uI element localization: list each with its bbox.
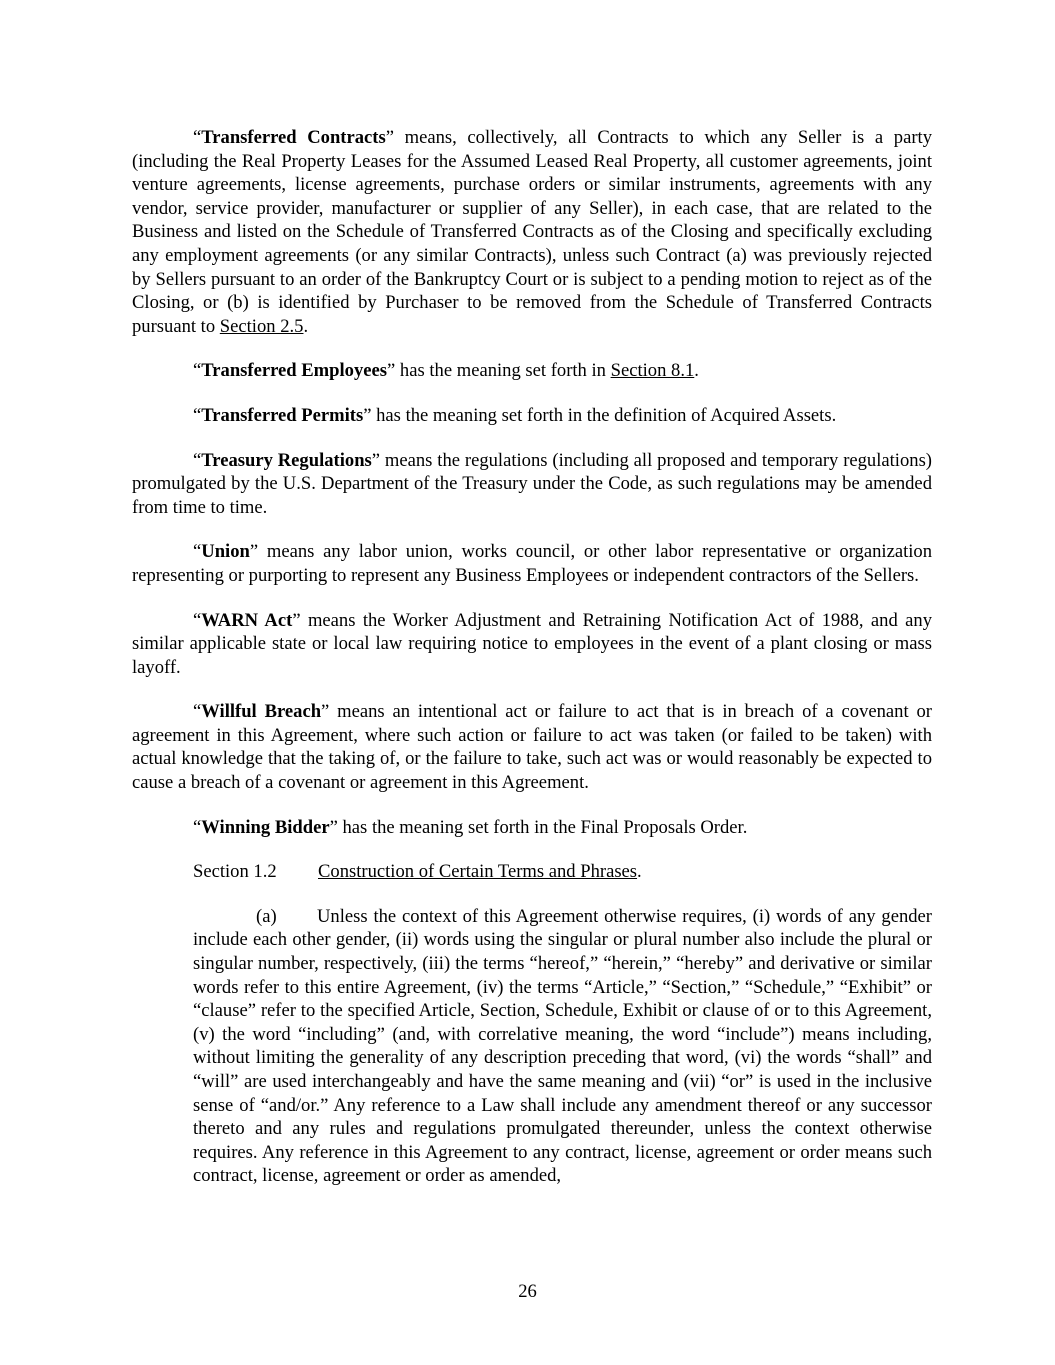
defined-term: Transferred Contracts [201, 127, 386, 148]
defined-term: Union [201, 541, 250, 563]
subsection-a [193, 905, 932, 1188]
defined-term: Treasury Regulations [201, 449, 372, 471]
definition-text: means, collectively, all Contracts to which any Seller is a party (including the Real Property Leases for the Assumed Leased Real Property, all customer agreements, joint venture agreements, license agreements, purchase orders or similar instruments, agreements with any vendor, service provider, manufacturer or supplier of any Seller), in each case, that are related to the Business and listed on the Schedule of Transferred Contracts as of the Closing and specifically excluding any employment agreements (or any similar Contracts), unless such Contract (a) was previously rejected by Sellers pursuant to an order of the Bankruptcy Court or is subject to a pending motion to reject as of the Closing, or (b) is identified by Purchaser to be removed from the Schedule of Transferred Contracts pursuant to [132, 127, 932, 337]
definition-transferred-permits: “Transferred Permits” has the meaning set forth in the definition of Acquired Assets. [193, 404, 837, 426]
defined-term: Willful Breach [201, 701, 322, 723]
definition-warn-act: “WARN Act” means the Worker Adjustment and Retraining Notification Act of 1988, and any similar applicable state or local law requiring notice to employees in the event of a plant closing or mass layoff. [132, 609, 933, 678]
definition-text: means an intentional act or failure to act that is in breach of a covenant or agreement in this Agreement, where such action or failure to act was taken (or failed to be taken) with actual knowledge that the taking of, or the failure to take, such act was or would reasonably be expected to cause a breach of a covenant or agreement in this Agreement. [132, 701, 932, 794]
definition-union: “Union” means any labor union, works council, or other labor representative or organization representing or purporting to represent any Business Employees or independent contractors of the Sellers. [132, 541, 932, 586]
definition-text-end: . [694, 360, 699, 382]
document-page [132, 126, 932, 1188]
definition-text: has the meaning set forth in the definition of Acquired Assets. [371, 404, 837, 426]
section-title-suffix: . [637, 861, 642, 883]
definition-text-end: . [303, 315, 309, 337]
subsection-text: Unless the context of this Agreement otherwise requires, (i) words of any gender include each other gender, (ii) words using the singular or plural number also include the plural or singular number, respectively, (iii) the terms “hereof,” “herein,” “hereby” and derivative or similar words refer to this entire Agreement, (iv) the terms “Article,” “Section,” “Schedule,” “Exhibit” or “clause” refer to the specified Article, Section, Schedule, Exhibit or clause of or to this Agreement, (v) the word “including” (and, with correlative meaning, the word “include”) means including, without limiting the generality of any description preceding that word, (vi) the words “shall” and “will” are used interchangeably and have the same meaning and (vii) “or” is used in the inclusive sense of “and/or.” Any reference to a Law shall include any amendment thereof or any successor thereto and any rules and regulations promulgated thereunder, unless the context otherwise requires. Any reference in this Agreement to any contract, license, agreement or order means such contract, license, agreement or order as amended, [193, 905, 932, 1187]
subsection-label: (a) [256, 905, 277, 927]
definition-text: means any labor union, works council, or other labor representative or organization representing or purporting to represent any Business Employees or independent contractors of the Sellers. [132, 541, 932, 586]
section-reference-link[interactable]: Section 2.5 [219, 315, 304, 337]
defined-term: Transferred Permits [201, 404, 364, 426]
defined-term: WARN Act [201, 609, 293, 631]
defined-term: Winning Bidder [201, 816, 330, 838]
definition-text: has the meaning set forth in [395, 360, 611, 382]
definition-winning-bidder: “Winning Bidder” has the meaning set forth in the Final Proposals Order. [193, 816, 748, 838]
definition-transferred-contracts: “Transferred Contracts” means, collectively, all Contracts to which any Seller is a party (including the Real Property Leases for the Assumed Leased Real Property, all customer agreements, joint venture agreements, license agreements, purchase orders or similar instruments, agreements with any vendor, service provider, manufacturer or supplier of any Seller), in each case, that are related to the Business and listed on the Schedule of Transferred Contracts as of the Closing and specifically excluding any employment agreements (or any similar Contracts), unless such Contract (a) was previously rejected by Sellers pursuant to an order of the Bankruptcy Court or is subject to a pending motion to reject as of the Closing, or (b) is identified by Purchaser to be removed from the Schedule of Transferred Contracts pursuant to Section 2.5. [132, 127, 932, 337]
definition-text: means the Worker Adjustment and Retraining Notification Act of 1988, and any similar applicable state or local law requiring notice to employees in the event of a plant closing or mass layoff. [132, 609, 933, 678]
section-reference-link[interactable]: Section 8.1 [610, 360, 695, 382]
section-title: Construction of Certain Terms and Phrases [318, 861, 638, 883]
page-number: 26 [518, 1281, 537, 1302]
definition-treasury-regulations: “Treasury Regulations” means the regulations (including all proposed and temporary regulations) promulgated by the U.S. Department of the Treasury under the Code, as such regulations may be amended from time to time. [132, 449, 932, 518]
defined-term: Transferred Employees [201, 360, 388, 382]
definition-transferred-employees: “Transferred Employees” has the meaning set forth in Section 8.1. [193, 360, 699, 382]
definition-willful-breach: “Willful Breach” means an intentional act or failure to act that is in breach of a covenant or agreement in this Agreement, where such action or failure to act was taken (or failed to be taken) with actual knowledge that the taking of, or the failure to take, such act was or would reasonably be expected to cause a breach of a covenant or agreement in this Agreement. [132, 701, 932, 794]
definition-text: means the regulations (including all proposed and temporary regulations) promulgated by the U.S. Department of the Treasury under the Code, as such regulations may be amended from time to time. [132, 449, 932, 518]
section-number: Section 1.2 [193, 861, 277, 883]
section-heading [193, 860, 932, 884]
definition-text: has the meaning set forth in the Final Proposals Order. [337, 816, 748, 838]
